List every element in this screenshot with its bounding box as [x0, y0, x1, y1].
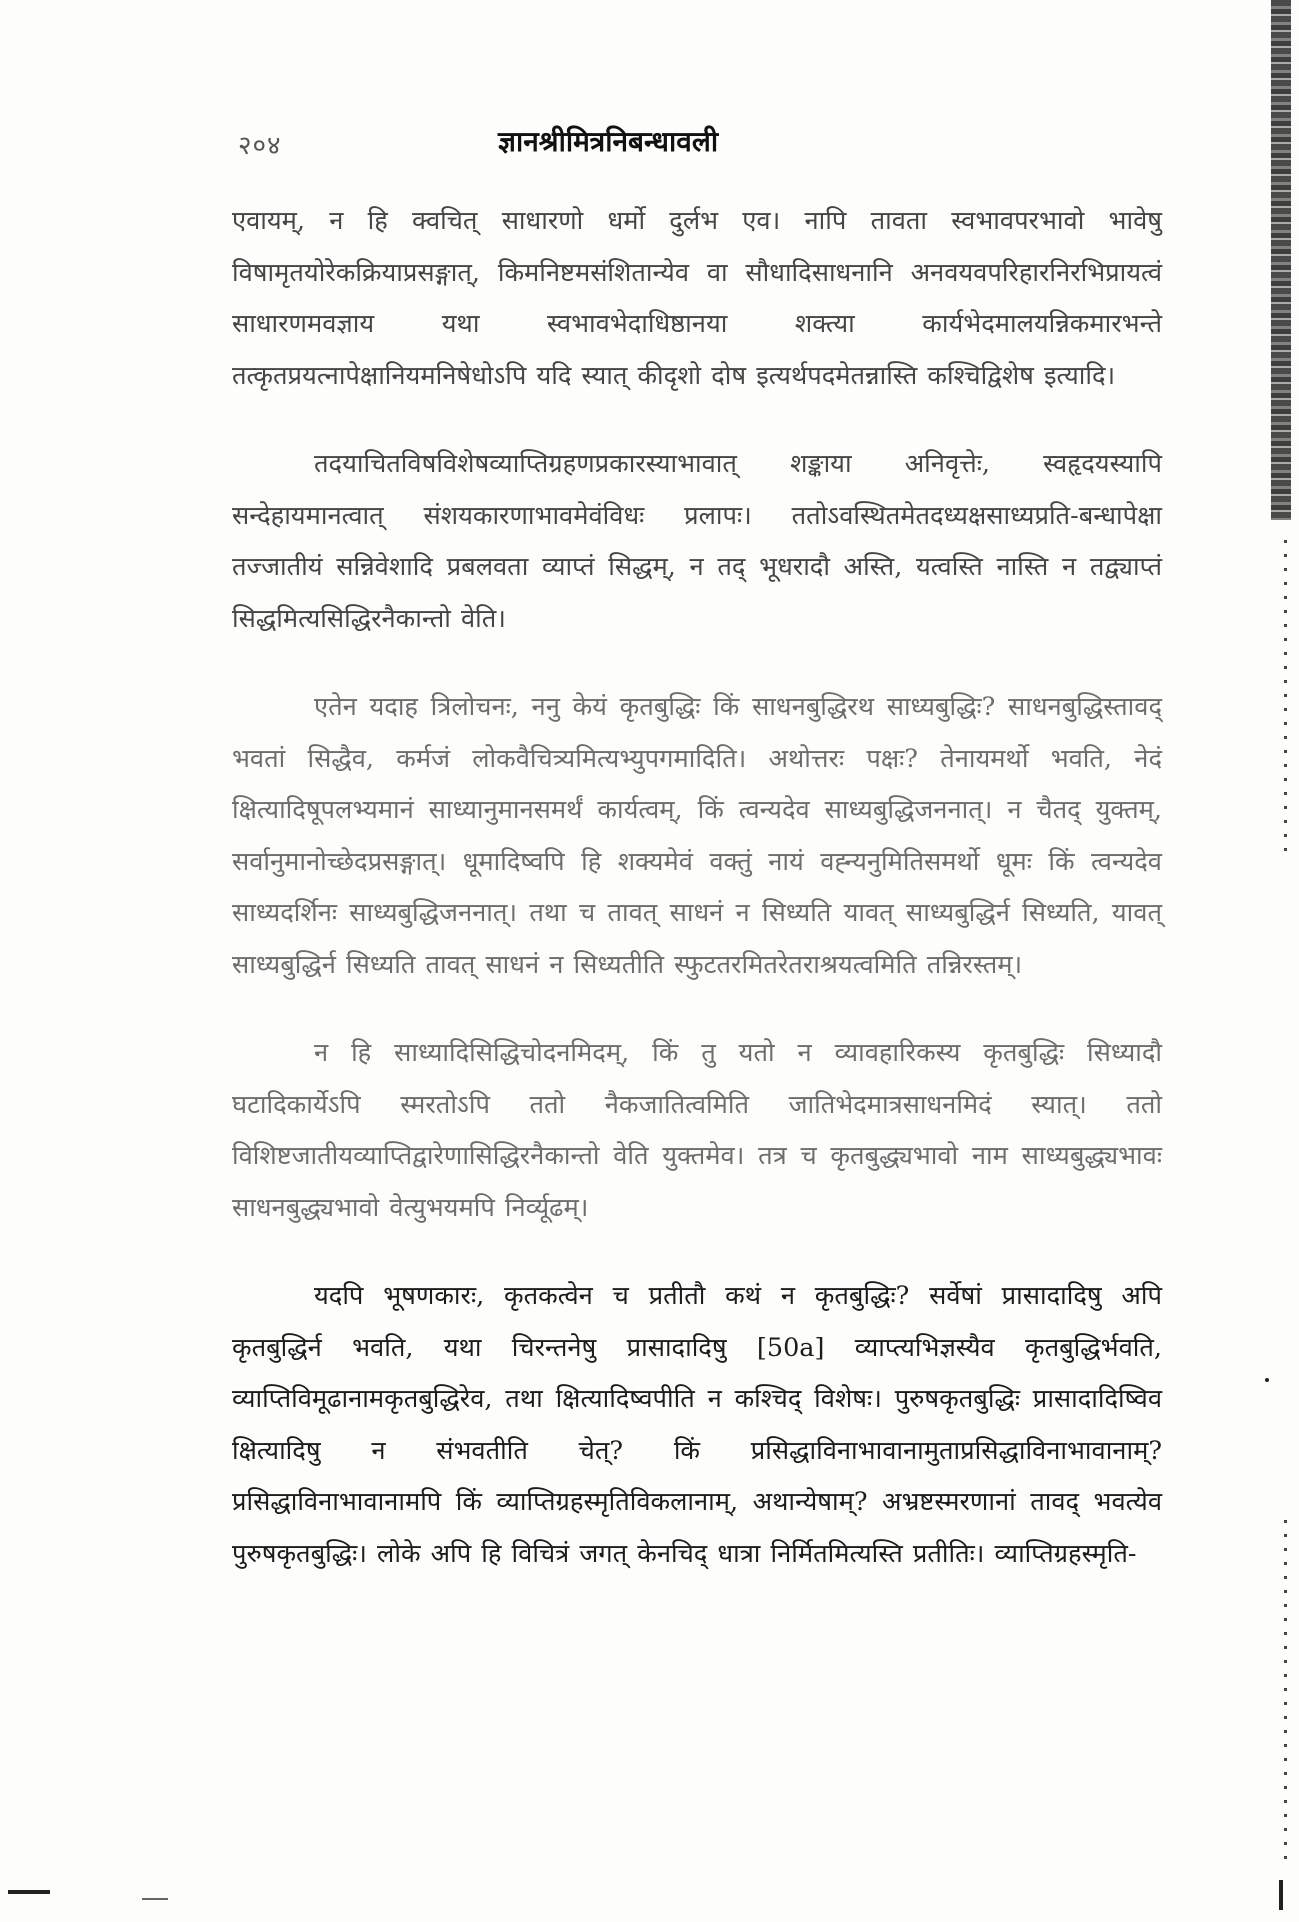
- scan-speck: [142, 1898, 168, 1900]
- paragraph-5: यदपि भूषणकारः, कृतकत्वेन च प्रतीतौ कथं न कृतबुद्धिः? सर्वेषां प्रासादादिषु अपि कृतबुद्धिर्न भवति, यथा चिरन्तनेषु प्रासादादिषु [50a] व्याप्त्यभिज्ञस्यैव कृतबुद्धिर्भवति, व्याप्तिविमूढानामकृतबुद्धिरेव, तथा क्षित्यादिष्वपीति न कश्चिद् विशेषः। पुरुषकृतबुद्धिः प्रासादादिष्विव क्षित्यादिषु न संभवतीति चेत्? किं प्रसिद्धाविनाभावानामुताप्रसिद्धाविनाभावानाम्? प्रसिद्धाविनाभावानामपि किं व्याप्तिग्रहस्मृतिविकलानाम्, अथान्येषाम्? अभ्रष्टस्मरणानां तावद् भवत्येव पुरुषकृतबुद्धिः। लोके अपि हि विचित्रं जगत् केनचिद् धात्रा निर्मितमित्यस्ति प्रतीतिः। व्याप्तिग्रहस्मृति-: [232, 1281, 1162, 1569]
- page-body: [232, 196, 1162, 1617]
- edge-speckle: [1284, 540, 1287, 860]
- paragraph-4: न हि साध्यादिसिद्धिचोदनमिदम्, किं तु यतो न व्यावहारिकस्य कृतबुद्धिः सिध्यादौ घटादिकार्येऽपि स्मरतोऽपि ततो नैकजातित्वमिति जातिभेदमात्रसाधनमिदं स्यात्। ततो विशिष्टजातीयव्याप्तिद्वारेणासिद्धिरनैकान्तो वेति युक्तमेव। तत्र च कृतबुद्ध्यभावो नाम साध्यबुद्ध्यभावः साधनबुद्ध्यभावो वेत्युभयमपि निर्व्यूढम्।: [232, 1038, 1162, 1223]
- edge-speckle: [1284, 1520, 1287, 1870]
- scan-dot: [1265, 1378, 1269, 1382]
- paragraph-1: एवायम्, न हि क्वचित् साधारणो धर्मो दुर्लभ एव। नापि तावता स्वभावपरभावो भावेषु विषामृतयोरेकक्रियाप्रसङ्गात्, किमनिष्टमसंशितान्येव वा सौधादिसाधनानि अनवयवपरिहारनिरभिप्रायत्वं साधारणमवज्ञाय यथा स्वभावभेदाधिष्ठानया शक्त्या कार्यभेदमालयन्निकमारभन्ते तत्कृतप्रयत्नापेक्षानियमनिषेधोऽपि यदि स्यात् कीदृशो दोष इत्यर्थपदमेतन्नास्ति कश्चिद्विशेष इत्यादि।: [232, 206, 1162, 391]
- paragraph-2: तदयाचितविषविशेषव्याप्तिग्रहणप्रकारस्याभावात् शङ्काया अनिवृत्तेः, स्वहृदयस्यापि सन्देहायमानत्वात् संशयकारणाभावमेवंविधः प्रलापः। ततोऽवस्थितमेतदध्यक्षसाध्यप्रति-बन्धापेक्षा तज्जातीयं सन्निवेशादि प्रबलवता व्याप्तं सिद्धम्, न तद् भूधरादौ अस्ति, यत्वस्ति नास्ति न तद्व्याप्तं सिद्धमित्यसिद्धिरनैकान्तो वेति।: [232, 449, 1162, 634]
- running-title: ज्ञानश्रीमित्रनिबन्धावली: [498, 125, 719, 158]
- page-number: २०४: [238, 131, 282, 161]
- scan-corner-mark: [1279, 1880, 1283, 1910]
- scan-corner-mark: [8, 1890, 50, 1894]
- paragraph-3: एतेन यदाह त्रिलोचनः, ननु केयं कृतबुद्धिः किं साधनबुद्धिरथ साध्यबुद्धिः? साधनबुद्धिस्तावद् भवतां सिद्धैव, कर्मजं लोकवैचित्र्यमित्यभ्युपगमादिति। अथोत्तरः पक्षः? तेनायमर्थो भवति, नेदं क्षित्यादिषूपलभ्यमानं साध्यानुमानसमर्थं कार्यत्वम्, किं त्वन्यदेव साध्यबुद्धिजननात्। न चैतद् युक्तम्, सर्वानुमानोच्छेदप्रसङ्गात्। धूमादिष्वपि हि शक्यमेवं वक्तुं नायं वह्न्यनुमितिसमर्थो धूमः किं त्वन्यदेव साध्यदर्शिनः साध्यबुद्धिजननात्। तथा च तावत् साधनं न सिध्यति यावत् साध्यबुद्धिर्न सिध्यति, यावत् साध्यबुद्धिर्न सिध्यति तावत् साधनं न सिध्यतीति स्फुटतरमितरेतराश्रयत्वमिति तन्निरस्तम्।: [232, 692, 1162, 980]
- binding-edge-mark: [1271, 0, 1291, 520]
- page-header: [238, 126, 1158, 166]
